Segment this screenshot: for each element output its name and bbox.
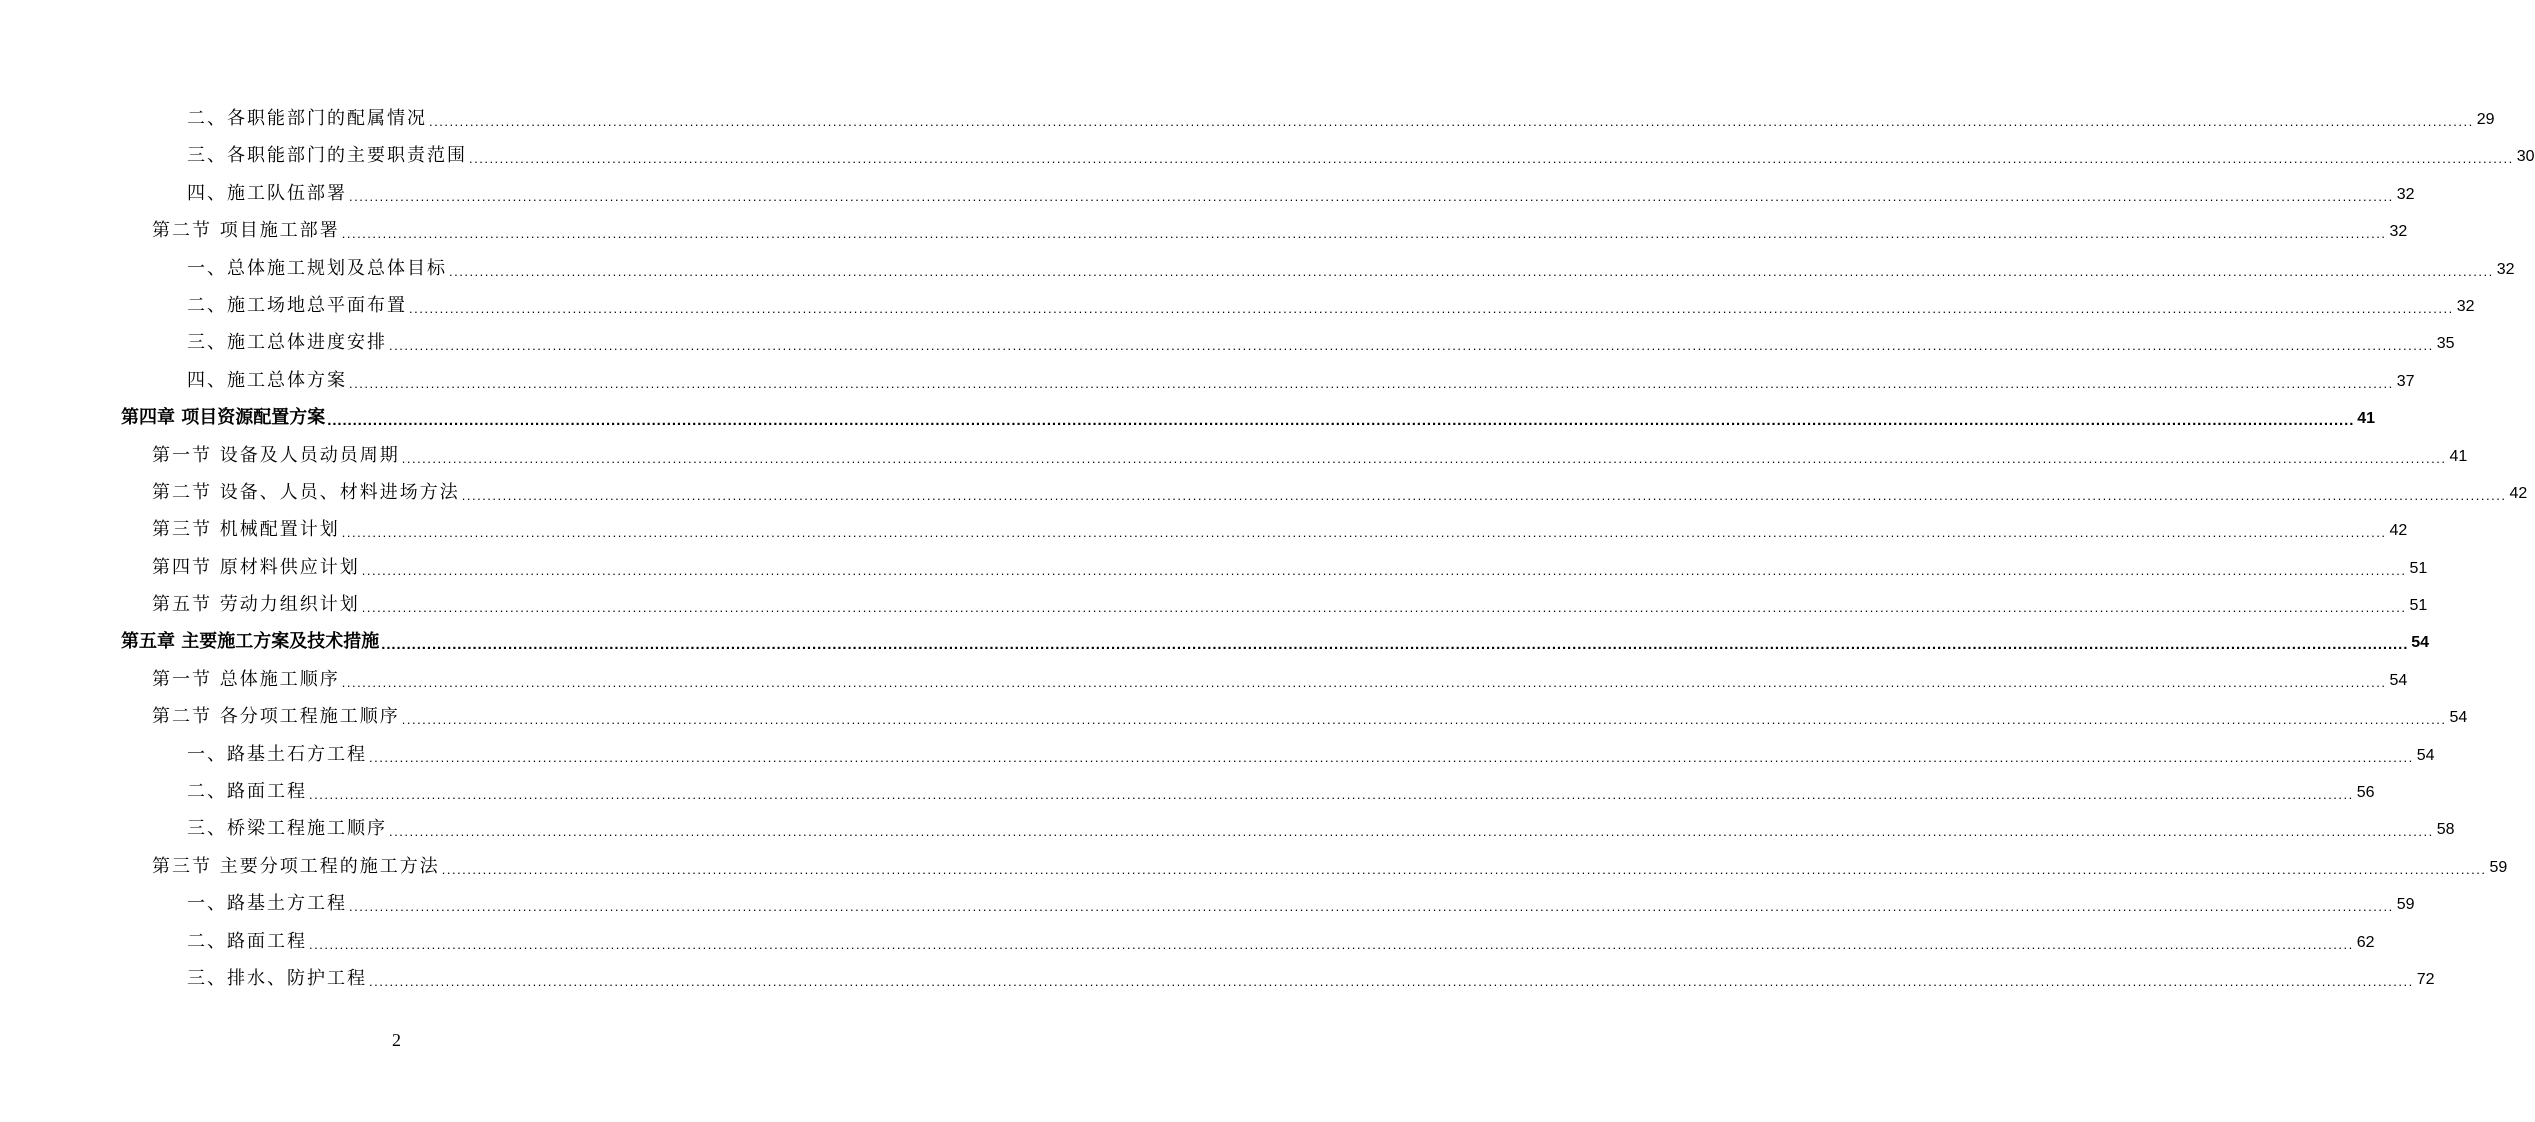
toc-leader-dots: ................................................................................................................................................................................................................................................................................................................................................................................................................ bbox=[449, 263, 2494, 279]
toc-subsection-entry[interactable] bbox=[0, 774, 2375, 811]
toc-entry-title: 第二节 项目施工部署 bbox=[152, 220, 340, 242]
toc-subsection-entry[interactable] bbox=[0, 811, 2455, 848]
toc-entry-page-number: 59 bbox=[2489, 858, 2508, 876]
toc-entry-page-number: 30 bbox=[2516, 148, 2535, 166]
toc-entry-title: 第五节 劳动力组织计划 bbox=[152, 594, 360, 616]
toc-entry-page-number: 54 bbox=[2416, 746, 2435, 764]
table-of-contents bbox=[0, 101, 2535, 998]
toc-leader-dots: ................................................................................................................................................................................................................................................................................................................................................................................................................ bbox=[349, 375, 2394, 391]
toc-entry-line bbox=[152, 516, 2408, 545]
toc-entry-title: 二、各职能部门的配属情况 bbox=[187, 108, 427, 129]
toc-chapter-entry[interactable] bbox=[0, 400, 2376, 437]
toc-leader-dots: ................................................................................................................................................................................................................................................................................................................................................................................................................ bbox=[361, 600, 2407, 616]
toc-entry-title: 第三节 主要分项工程的施工方法 bbox=[152, 855, 440, 877]
toc-leader-dots: ................................................................................................................................................................................................................................................................................................................................................................................................................ bbox=[429, 114, 2474, 129]
toc-entry-line bbox=[187, 815, 2455, 844]
toc-entry-page-number: 42 bbox=[2509, 484, 2528, 502]
toc-subsection-entry[interactable] bbox=[0, 886, 2415, 923]
toc-entry-page-number: 41 bbox=[2449, 447, 2468, 465]
toc-subsection-entry[interactable] bbox=[0, 251, 2515, 288]
toc-entry-page-number: 51 bbox=[2409, 597, 2428, 615]
toc-entry-page-number: 35 bbox=[2436, 335, 2455, 353]
toc-section-entry[interactable] bbox=[0, 662, 2408, 699]
toc-entry-line bbox=[187, 367, 2415, 396]
toc-entry-line bbox=[187, 105, 2495, 134]
toc-entry-line bbox=[152, 666, 2408, 695]
toc-entry-title: 三、排水、防护工程 bbox=[187, 967, 367, 989]
toc-subsection-entry[interactable] bbox=[0, 288, 2475, 325]
toc-subsection-entry[interactable] bbox=[0, 961, 2435, 998]
toc-entry-line bbox=[152, 217, 2408, 246]
toc-entry-page-number: 62 bbox=[2356, 933, 2375, 951]
toc-subsection-entry[interactable] bbox=[0, 138, 2535, 175]
toc-entry-page-number: 32 bbox=[2389, 223, 2408, 241]
toc-entry-page-number: 42 bbox=[2389, 522, 2408, 540]
toc-leader-dots: ................................................................................................................................................................................................................................................................................................................................................................................................................ bbox=[369, 749, 2414, 765]
toc-leader-dots: ................................................................................................................................................................................................................................................................................................................................................................................................................ bbox=[361, 562, 2407, 578]
toc-section-entry[interactable] bbox=[0, 550, 2428, 587]
toc-entry-title: 第四节 原材料供应计划 bbox=[152, 556, 360, 578]
toc-leader-dots: ................................................................................................................................................................................................................................................................................................................................................................................................................ bbox=[389, 824, 2434, 840]
toc-subsection-entry[interactable] bbox=[0, 363, 2415, 400]
toc-subsection-entry[interactable] bbox=[0, 924, 2375, 961]
toc-entry-title: 第四章 项目资源配置方案 bbox=[121, 407, 326, 429]
toc-entry-line bbox=[187, 890, 2415, 919]
toc-section-entry[interactable] bbox=[0, 512, 2408, 549]
toc-entry-title: 第三节 机械配置计划 bbox=[152, 519, 340, 541]
toc-entry-line bbox=[152, 703, 2468, 732]
toc-entry-page-number: 54 bbox=[2449, 709, 2468, 727]
toc-entry-title: 四、施工总体方案 bbox=[187, 369, 347, 391]
toc-entry-line bbox=[152, 591, 2428, 620]
toc-entry-line bbox=[187, 292, 2475, 321]
toc-entry-title: 第五章 主要施工方案及技术措施 bbox=[121, 631, 380, 653]
toc-entry-line bbox=[152, 479, 2528, 508]
toc-entry-page-number: 32 bbox=[2456, 297, 2475, 315]
toc-entry-line bbox=[187, 255, 2515, 284]
toc-entry-line bbox=[187, 142, 2535, 171]
toc-entry-title: 一、总体施工规划及总体目标 bbox=[187, 257, 447, 279]
toc-entry-line bbox=[152, 442, 2468, 471]
toc-entry-title: 一、路基土方工程 bbox=[187, 893, 347, 915]
toc-entry-title: 第二节 各分项工程施工顺序 bbox=[152, 706, 400, 728]
toc-subsection-entry[interactable] bbox=[0, 325, 2455, 362]
toc-leader-dots: ................................................................................................................................................................................................................................................................................................................................................................................................................ bbox=[341, 226, 2387, 242]
toc-entry-line bbox=[187, 778, 2375, 807]
toc-entry-title: 三、各职能部门的主要职责范围 bbox=[187, 145, 467, 167]
toc-entry-line bbox=[121, 404, 2376, 433]
toc-entry-line bbox=[152, 853, 2508, 882]
toc-subsection-entry[interactable] bbox=[0, 101, 2495, 138]
toc-entry-page-number: 56 bbox=[2356, 784, 2375, 802]
toc-leader-dots: ................................................................................................................................................................................................................................................................................................................................................................................................................ bbox=[381, 636, 2409, 654]
toc-section-entry[interactable] bbox=[0, 587, 2428, 624]
toc-section-entry[interactable] bbox=[0, 438, 2468, 475]
toc-entry-line bbox=[187, 329, 2455, 358]
toc-entry-line bbox=[121, 628, 2430, 657]
toc-entry-page-number: 72 bbox=[2416, 970, 2435, 988]
toc-entry-page-number: 54 bbox=[2411, 634, 2430, 652]
toc-leader-dots: ................................................................................................................................................................................................................................................................................................................................................................................................................ bbox=[409, 300, 2454, 316]
toc-entry-page-number: 54 bbox=[2389, 671, 2408, 689]
toc-leader-dots: ................................................................................................................................................................................................................................................................................................................................................................................................................ bbox=[349, 899, 2394, 915]
toc-entry-title: 四、施工队伍部署 bbox=[187, 182, 347, 204]
toc-entry-title: 二、路面工程 bbox=[187, 930, 307, 952]
toc-leader-dots: ................................................................................................................................................................................................................................................................................................................................................................................................................ bbox=[341, 525, 2387, 541]
toc-leader-dots: ................................................................................................................................................................................................................................................................................................................................................................................................................ bbox=[469, 151, 2514, 167]
toc-entry-page-number: 41 bbox=[2357, 410, 2376, 428]
toc-entry-line bbox=[187, 180, 2415, 209]
toc-entry-title: 二、路面工程 bbox=[187, 781, 307, 803]
toc-entry-title: 第一节 总体施工顺序 bbox=[152, 668, 340, 690]
toc-leader-dots: ................................................................................................................................................................................................................................................................................................................................................................................................................ bbox=[327, 412, 2355, 430]
toc-leader-dots: ................................................................................................................................................................................................................................................................................................................................................................................................................ bbox=[401, 450, 2447, 466]
toc-entry-title: 第二节 设备、人员、材料进场方法 bbox=[152, 481, 460, 503]
toc-leader-dots: ................................................................................................................................................................................................................................................................................................................................................................................................................ bbox=[441, 861, 2487, 877]
toc-leader-dots: ................................................................................................................................................................................................................................................................................................................................................................................................................ bbox=[349, 188, 2394, 204]
toc-entry-title: 三、施工总体进度安排 bbox=[187, 332, 387, 354]
toc-leader-dots: ................................................................................................................................................................................................................................................................................................................................................................................................................ bbox=[369, 973, 2414, 989]
toc-entry-page-number: 32 bbox=[2396, 185, 2415, 203]
toc-chapter-entry[interactable] bbox=[0, 624, 2430, 661]
toc-entry-line bbox=[187, 928, 2375, 957]
toc-section-entry[interactable] bbox=[0, 213, 2408, 250]
toc-entry-page-number: 59 bbox=[2396, 896, 2415, 914]
toc-entry-line bbox=[187, 741, 2435, 770]
page-number: 2 bbox=[392, 1030, 401, 1050]
toc-entry-page-number: 58 bbox=[2436, 821, 2455, 839]
toc-leader-dots: ................................................................................................................................................................................................................................................................................................................................................................................................................ bbox=[401, 712, 2447, 728]
toc-entry-page-number: 29 bbox=[2476, 111, 2495, 128]
toc-leader-dots: ................................................................................................................................................................................................................................................................................................................................................................................................................ bbox=[309, 787, 2354, 803]
toc-section-entry[interactable] bbox=[0, 475, 2528, 512]
toc-entry-page-number: 51 bbox=[2409, 559, 2428, 577]
toc-entry-title: 三、桥梁工程施工顺序 bbox=[187, 818, 387, 840]
toc-subsection-entry[interactable] bbox=[0, 176, 2415, 213]
toc-section-entry[interactable] bbox=[0, 699, 2468, 736]
toc-entry-line bbox=[187, 965, 2435, 994]
toc-leader-dots: ................................................................................................................................................................................................................................................................................................................................................................................................................ bbox=[341, 674, 2387, 690]
toc-subsection-entry[interactable] bbox=[0, 737, 2435, 774]
toc-leader-dots: ................................................................................................................................................................................................................................................................................................................................................................................................................ bbox=[461, 487, 2507, 503]
toc-entry-page-number: 37 bbox=[2396, 372, 2415, 390]
toc-entry-title: 二、施工场地总平面布置 bbox=[187, 294, 407, 316]
toc-entry-page-number: 32 bbox=[2496, 260, 2515, 278]
toc-leader-dots: ................................................................................................................................................................................................................................................................................................................................................................................................................ bbox=[309, 936, 2354, 952]
toc-entry-line bbox=[152, 554, 2428, 583]
toc-section-entry[interactable] bbox=[0, 849, 2508, 886]
toc-entry-title: 一、路基土石方工程 bbox=[187, 743, 367, 765]
toc-entry-title: 第一节 设备及人员动员周期 bbox=[152, 444, 400, 466]
toc-leader-dots: ................................................................................................................................................................................................................................................................................................................................................................................................................ bbox=[389, 338, 2434, 354]
